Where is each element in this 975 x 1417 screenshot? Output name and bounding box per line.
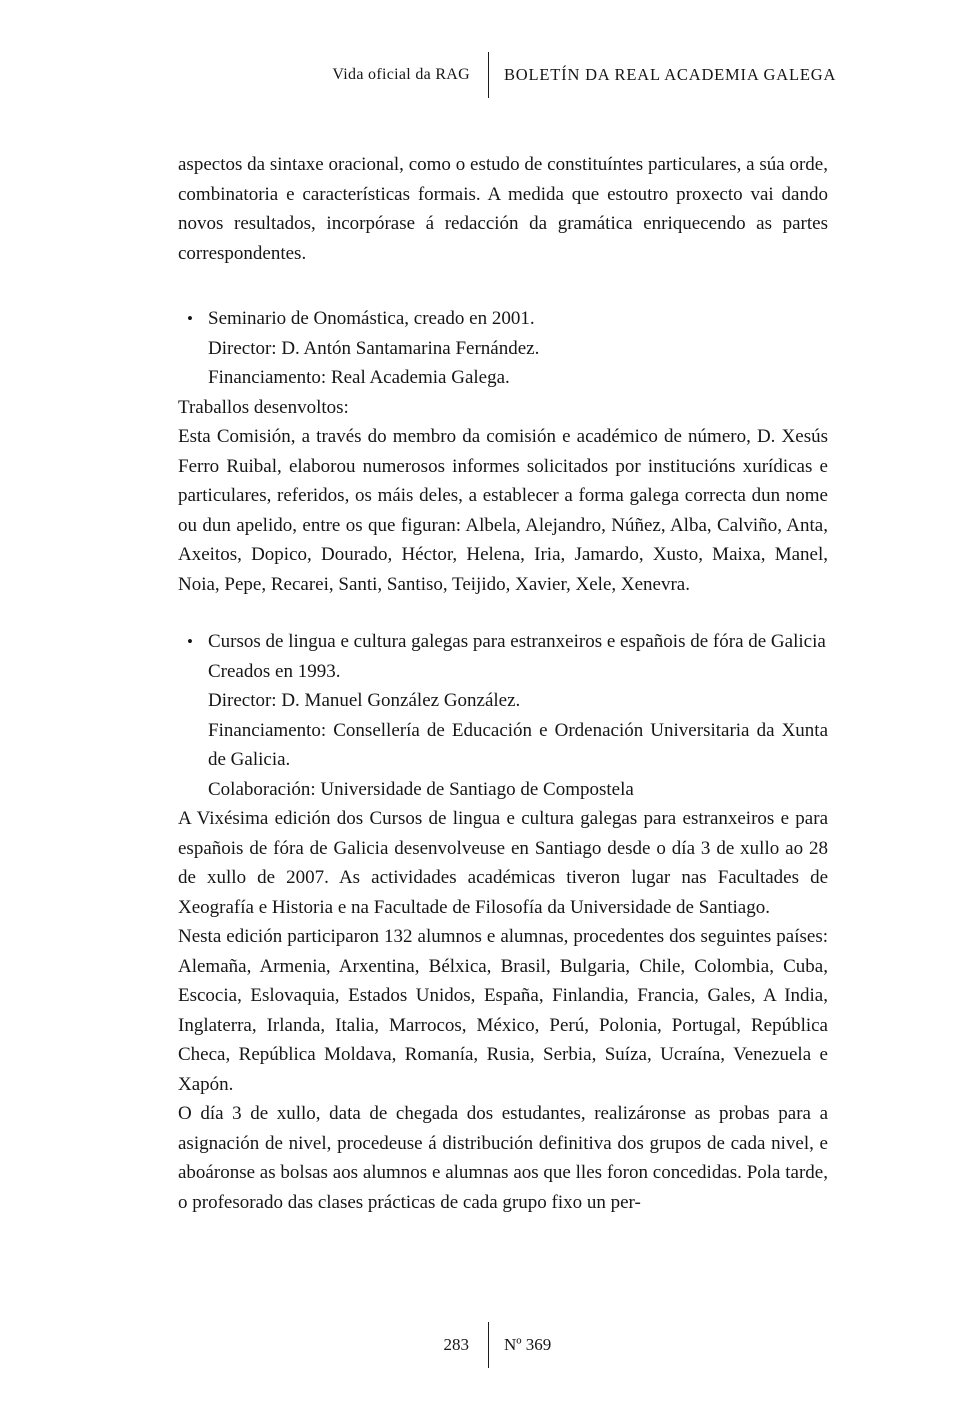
bullet-seminario-financiamento: Financiamento: Real Academia Galega. xyxy=(208,367,510,388)
bullet-cursos-title: Cursos de lingua e cultura galegas para estranxeiros e españois de fóra de Galicia xyxy=(208,631,826,652)
paragraph-comision: Esta Comisión, a través do membro da comisión e académico de número, D. Xesús Ferro Ruibal, elaborou numerosos informes solicitados por institucións xurídicas e particulares, referidos, os máis deles, a establecer a forma galega correcta dun nome ou dun apelido, entre os que figuran: Albela, Alejandro, Núñez, Alba, Calviño, Anta, Axeitos, Dopico, Dourado, Héctor, Helena, Iria, Jamardo, Xusto, Maixa, Manel, Noia, Pepe, Recarei, Santi, Santiso, Teijido, Xavier, Xele, Xenevra. xyxy=(178,426,828,595)
running-title-left: Vida oficial da RAG xyxy=(332,66,470,83)
issue-number: Nº 369 xyxy=(504,1335,552,1354)
bullet-icon: • xyxy=(187,309,193,328)
bullet-item-seminario xyxy=(178,304,828,393)
paragraph-vixesima: A Vixésima edición dos Cursos de lingua e cultura galegas para estranxeiros e para españois de fóra de Galicia desenvolveuse en Santiago desde o día 3 de xullo ao 28 de xullo de 2007. As actividades académicas tiveron lugar nas Facultades de Xeografía e Historia e na Facultade de Filosofía da Universidade de Santiago. xyxy=(178,808,828,918)
bullet-item-cursos xyxy=(178,627,828,804)
traballos-label: Traballos desenvoltos: xyxy=(178,396,349,418)
page-number: 283 xyxy=(443,1335,469,1354)
bullet-seminario-body xyxy=(208,304,828,393)
paragraph-odia: O día 3 de xullo, data de chegada dos estudantes, realizáronse as probas para a asignación de nivel, procedeuse á distribución definitiva dos grupos de cada nivel, e aboáronse as bolsas aos alumnos e alumnas aos que lles foron concedidas. Pola tarde, o profesorado das clases prácticas de cada grupo fixo un per- xyxy=(178,1103,828,1213)
bullet-cursos-creados: Creados en 1993. xyxy=(208,660,341,682)
paragraph-sintaxe: aspectos da sintaxe oracional, como o estudo de constituíntes particulares, a súa orde, combinatoria e características formais. A medida que estoutro proxecto vai dando novos resultados, incorpórase á redacción da gramática enriquecendo as partes correspondentes. xyxy=(178,154,828,264)
bullet-cursos-body xyxy=(208,627,828,804)
running-title-right: BOLETÍN DA REAL ACADEMIA GALEGA xyxy=(504,65,837,84)
bullet-cursos-director: Director: D. Manuel González González. xyxy=(208,690,521,711)
page-footer xyxy=(0,1322,975,1368)
paragraph-nesta: Nesta edición participaron 132 alumnos e alumnas, procedentes dos seguintes países: Alemaña, Armenia, Arxentina, Bélxica, Brasil, Bulgaria, Chile, Colombia, Cuba, Escocia, Eslovaquia, Estados Unidos, España, Finlandia, Francia, Gales, A India, Inglaterra, Irlanda, Italia, Marrocos, México, Perú, Polonia, Portugal, República Checa, República Moldava, Romanía, Rusia, Serbia, Suíza, Ucraína, Venezuela e Xapón. xyxy=(178,926,828,1095)
page-body xyxy=(178,150,828,1217)
page-header xyxy=(0,52,975,98)
bullet-seminario-title: Seminario de Onomástica, creado en 2001. xyxy=(208,308,535,329)
bullet-icon: • xyxy=(187,632,193,651)
bullet-cursos-colaboracion: Colaboración: Universidade de Santiago de Compostela xyxy=(208,778,634,800)
bullet-seminario-director: Director: D. Antón Santamarina Fernández. xyxy=(208,337,540,359)
bullet-cursos-financiamento: Financiamento: Consellería de Educación e Ordenación Universitaria da Xunta de Galicia. xyxy=(208,719,828,770)
